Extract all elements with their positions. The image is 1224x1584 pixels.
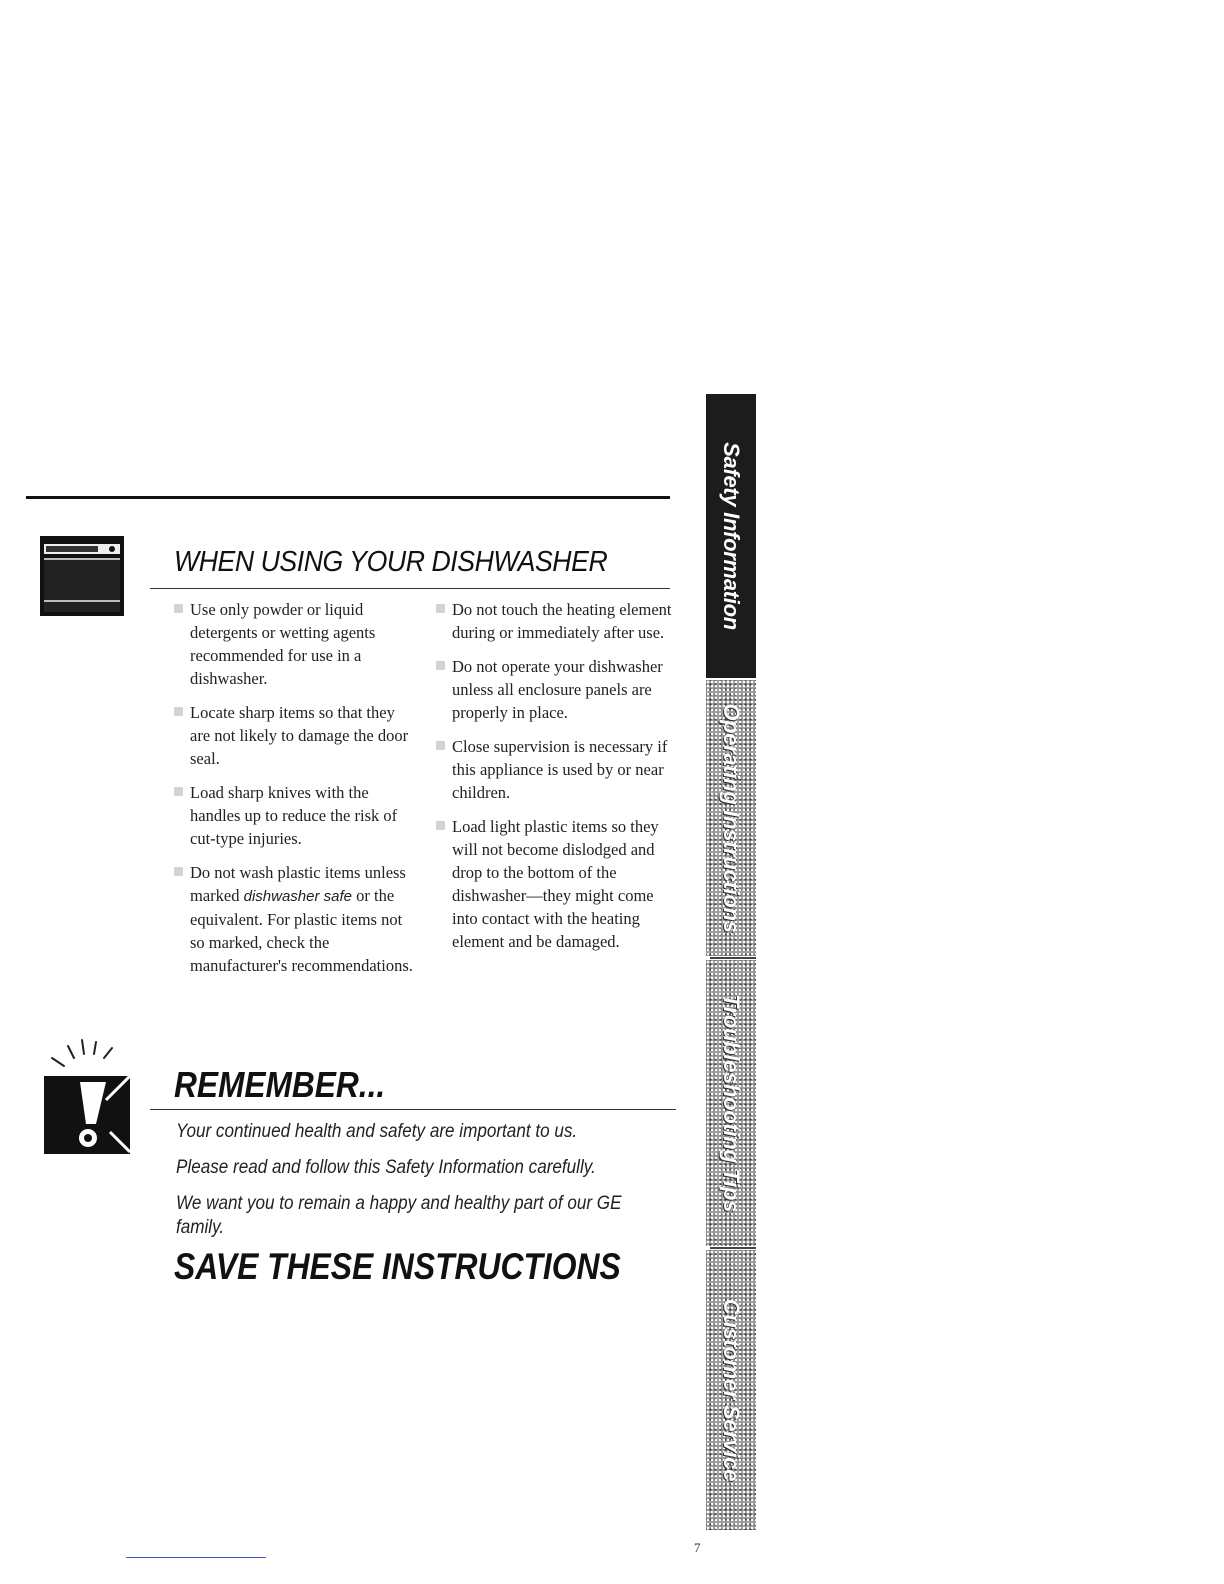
list-item: Do not operate your dishwasher unless all enclosure panels are properly in place.: [436, 655, 676, 724]
list-item: Do not touch the heating element during or immediately after use.: [436, 598, 676, 644]
save-instructions-title: SAVE THESE INSTRUCTIONS: [174, 1246, 621, 1287]
remember-line: Your continued health and safety are important to us.: [176, 1121, 578, 1142]
bullet-icon: [436, 741, 445, 750]
right-column: [436, 598, 676, 964]
bullet-icon: [174, 707, 183, 716]
bullet-icon: [174, 787, 183, 796]
list-item: Do not wash plastic items unless marked dishwasher safe or the equivalent. For plastic items not so marked, check the manufacturer's recommendations.: [174, 861, 414, 977]
warning-exclamation-icon: [40, 1036, 140, 1156]
emphasis-text: dishwasher safe: [243, 888, 353, 905]
tab-customer-service[interactable]: Customer Service: [706, 1250, 756, 1530]
remember-title: REMEMBER...: [174, 1064, 386, 1105]
bullet-icon: [174, 604, 183, 613]
tab-troubleshooting-tips[interactable]: Troubleshooting Tips: [706, 960, 756, 1246]
tab-divider: [710, 957, 756, 959]
bullet-icon: [436, 661, 445, 670]
tab-divider: [710, 1247, 756, 1249]
section-rule: [150, 588, 670, 589]
top-rule: [26, 496, 670, 499]
list-item: Load light plastic items so they will not become dislodged and drop to the bottom of the dishwasher—they might come into contact with the heating element and be damaged.: [436, 815, 676, 953]
list-item: Use only powder or liquid detergents or wetting agents recommended for use in a dishwasher.: [174, 598, 414, 690]
dishwasher-icon: [38, 530, 128, 620]
remember-line: We want you to remain a happy and healthy part of our GE family.: [176, 1193, 622, 1238]
remember-rule: [150, 1109, 676, 1110]
list-item: Close supervision is necessary if this appliance is used by or near children.: [436, 735, 676, 804]
list-item: Locate sharp items so that they are not likely to damage the door seal.: [174, 701, 414, 770]
page-number: 7: [694, 1540, 701, 1555]
tab-safety-information[interactable]: Safety Information: [706, 394, 756, 678]
bullet-icon: [436, 604, 445, 613]
bullet-icon: [174, 867, 183, 876]
tab-operating-instructions[interactable]: Operating Instructions: [706, 680, 756, 956]
left-column: [174, 598, 414, 988]
footer-rule: [126, 1557, 266, 1558]
remember-line: Please read and follow this Safety Information carefully.: [176, 1157, 596, 1178]
bullet-icon: [436, 821, 445, 830]
section-title: WHEN USING YOUR DISHWASHER: [174, 546, 608, 578]
list-item: Load sharp knives with the handles up to reduce the risk of cut-type injuries.: [174, 781, 414, 850]
